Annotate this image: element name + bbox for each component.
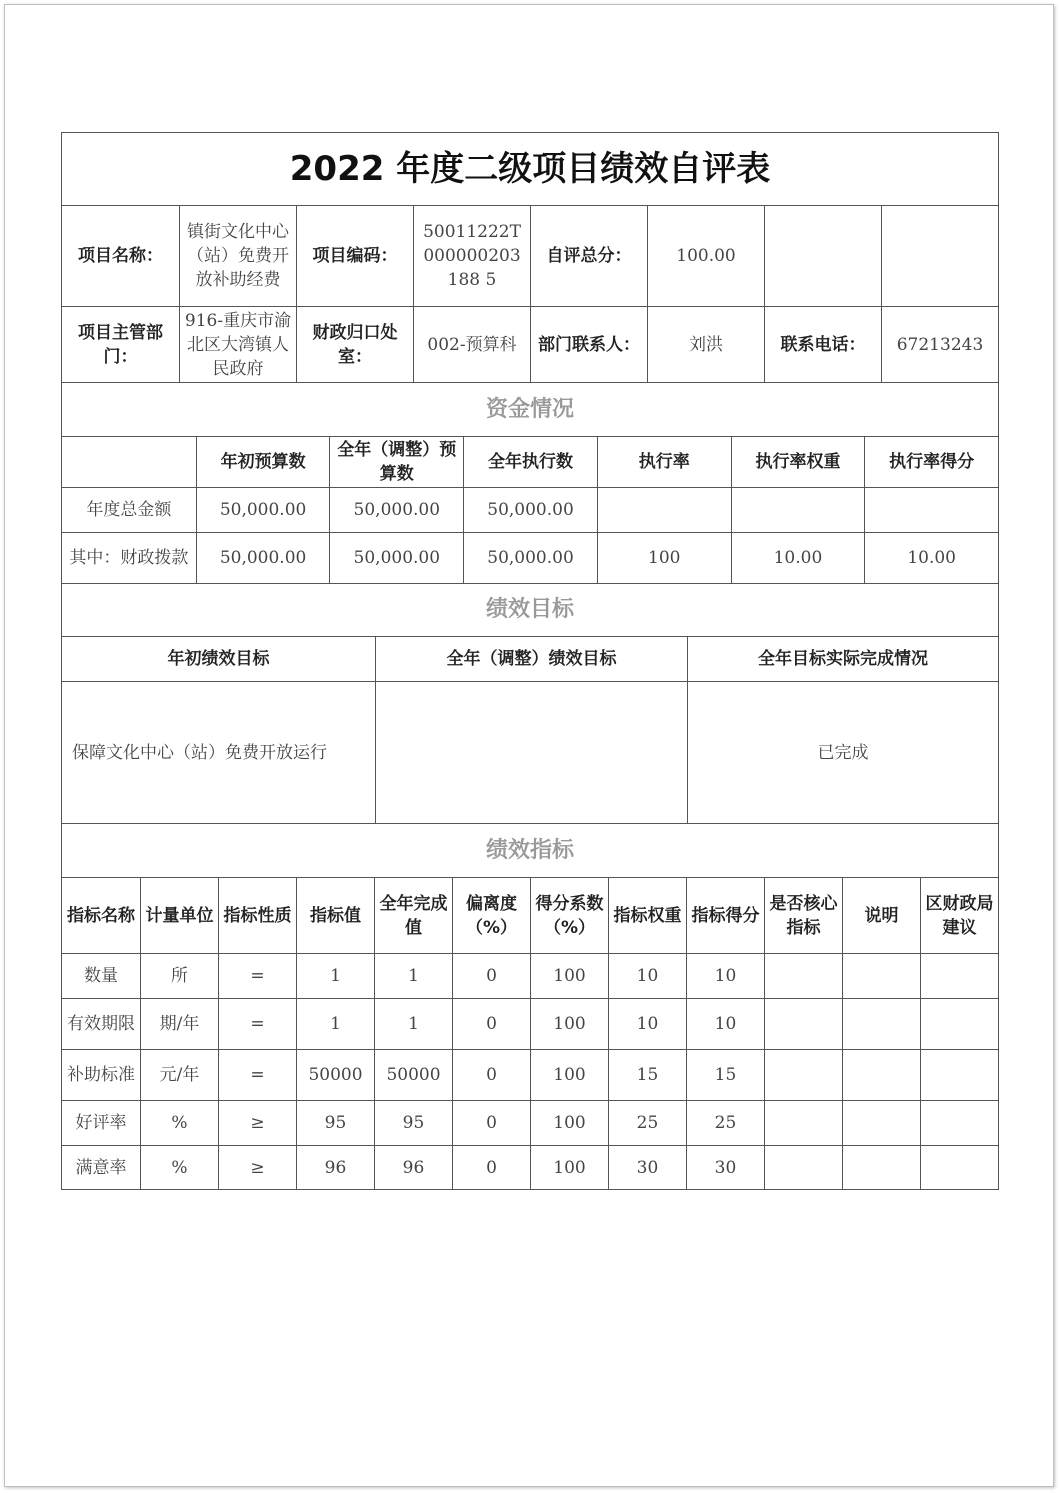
indicator-cell: 满意率 (75, 1157, 127, 1178)
indicator-cell: = (218, 954, 296, 998)
indicator-cell: % (140, 1101, 218, 1145)
goals-header: 全年目标实际完成情况 (687, 637, 998, 681)
dept-label: 项目主管部门： (78, 322, 163, 367)
indicators-section-title: 绩效指标 (485, 837, 574, 863)
indicator-cell: % (140, 1146, 218, 1189)
indicator-cell: 0 (452, 1146, 530, 1189)
indicator-row (61, 1049, 999, 1100)
indicator-cell: 95 (296, 1101, 374, 1145)
indicator-cell (920, 1101, 998, 1145)
funds-header: 执行率得分 (864, 437, 998, 487)
indicator-cell (920, 999, 998, 1049)
funds-header: 执行率 (597, 437, 731, 487)
indicator-row (61, 1145, 999, 1190)
funds-cell: 50,000.00 (463, 488, 597, 532)
indicator-cell: 0 (452, 1101, 530, 1145)
funds-cell: 50,000.00 (329, 488, 463, 532)
indicator-cell: 25 (608, 1101, 686, 1145)
dept-value: 916-重庆市渝北区大湾镇人民政府 (179, 307, 296, 382)
indicators-header: 指标名称 (67, 905, 135, 926)
indicators-header: 区财政局建议 (920, 878, 998, 953)
indicator-cell: 期/年 (140, 999, 218, 1049)
goals-section-title: 绩效目标 (485, 597, 574, 622)
goals-value-row (61, 681, 999, 823)
indicator-cell (842, 1146, 920, 1189)
indicator-cell: 30 (686, 1146, 764, 1189)
indicator-cell: 0 (452, 954, 530, 998)
indicator-cell: 元/年 (140, 1050, 218, 1100)
indicators-header: 得分系数（%） (530, 878, 608, 953)
indicator-cell: 数量 (84, 966, 118, 986)
indicators-header: 计量单位 (140, 878, 218, 953)
empty-cell (881, 206, 998, 306)
indicators-header: 偏离度（%） (452, 878, 530, 953)
indicator-cell (920, 1050, 998, 1100)
funds-cell: 50,000.00 (196, 533, 330, 583)
indicator-cell: 15 (686, 1050, 764, 1100)
indicators-header: 指标权重 (608, 878, 686, 953)
indicator-cell: 50000 (374, 1050, 452, 1100)
empty-cell (764, 206, 881, 306)
indicator-row (61, 998, 999, 1049)
indicator-cell: 补助标准 (67, 1065, 135, 1085)
contact-label: 部门联系人： (530, 307, 647, 382)
funds-cell: 50,000.00 (463, 533, 597, 583)
funds-header: 全年（调整）预算数 (329, 437, 463, 487)
indicator-cell: 30 (608, 1146, 686, 1189)
indicator-cell: 10 (686, 999, 764, 1049)
indicator-cell: 0 (452, 1050, 530, 1100)
indicator-cell: 100 (530, 1101, 608, 1145)
indicator-cell: = (218, 1050, 296, 1100)
indicator-cell: 100 (530, 1050, 608, 1100)
funds-cell: 50,000.00 (196, 488, 330, 532)
indicators-header-row (61, 877, 999, 953)
indicator-cell: 100 (530, 999, 608, 1049)
goals-actual-value: 已完成 (687, 682, 998, 823)
indicators-header: 指标值 (296, 878, 374, 953)
funds-cell (731, 488, 865, 532)
indicator-cell: 好评率 (75, 1113, 127, 1133)
funds-cell: 50,000.00 (329, 533, 463, 583)
goals-initial-value: 保障文化中心（站）免费开放运行 (72, 742, 327, 763)
funds-cell: 年度总金额 (86, 500, 172, 520)
indicator-cell (764, 1050, 842, 1100)
goals-section-header (61, 583, 999, 636)
indicator-cell: 0 (452, 999, 530, 1049)
indicator-row (61, 1100, 999, 1145)
indicator-cell (842, 999, 920, 1049)
indicator-cell: ≥ (218, 1101, 296, 1145)
funds-header (62, 437, 196, 487)
funds-cell: 其中：财政拨款 (69, 548, 189, 568)
funds-header: 年初预算数 (196, 437, 330, 487)
phone-label: 联系电话： (764, 307, 881, 382)
form-title: 2022 年度二级项目绩效自评表 (289, 149, 771, 189)
indicator-cell: 10 (608, 999, 686, 1049)
funds-cell (597, 488, 731, 532)
title-row (61, 132, 999, 205)
indicator-cell: 100 (530, 954, 608, 998)
indicator-cell (764, 1101, 842, 1145)
indicator-cell: 1 (374, 999, 452, 1049)
indicator-cell (920, 954, 998, 998)
indicator-cell (842, 1050, 920, 1100)
indicator-cell (764, 954, 842, 998)
indicator-cell: 96 (374, 1146, 452, 1189)
indicator-cell: 有效期限 (67, 1014, 135, 1034)
indicators-header: 全年完成值 (374, 878, 452, 953)
indicator-cell: 96 (296, 1146, 374, 1189)
goals-header: 年初绩效目标 (167, 649, 270, 669)
indicator-cell: ≥ (218, 1146, 296, 1189)
evaluation-form (61, 132, 999, 1190)
funds-cell (864, 488, 998, 532)
indicators-section-header (61, 823, 999, 877)
contact-value: 刘洪 (647, 307, 764, 382)
indicator-cell: 15 (608, 1050, 686, 1100)
indicator-cell (764, 999, 842, 1049)
score-label: 自评总分： (530, 206, 647, 306)
funds-cell: 10.00 (864, 533, 998, 583)
indicator-cell (920, 1146, 998, 1189)
indicator-cell: 10 (608, 954, 686, 998)
indicator-cell: = (218, 999, 296, 1049)
goals-adjusted-value (375, 682, 687, 823)
funds-row (61, 487, 999, 532)
indicator-cell: 1 (374, 954, 452, 998)
goals-header: 全年（调整）绩效目标 (375, 637, 687, 681)
indicators-header: 指标性质 (218, 878, 296, 953)
phone-value: 67213243 (881, 307, 998, 382)
project-info-row-1 (61, 205, 999, 306)
score-value: 100.00 (647, 206, 764, 306)
funds-section-header (61, 382, 999, 436)
office-value: 002-预算科 (413, 307, 530, 382)
indicator-cell: 50000 (296, 1050, 374, 1100)
indicator-cell: 10 (686, 954, 764, 998)
funds-section-title: 资金情况 (485, 396, 574, 422)
project-name-label: 项目名称： (78, 246, 163, 266)
funds-header: 执行率权重 (731, 437, 865, 487)
funds-cell: 10.00 (731, 533, 865, 583)
indicator-cell (842, 954, 920, 998)
funds-header: 全年执行数 (463, 437, 597, 487)
funds-row (61, 532, 999, 583)
indicator-cell: 1 (296, 954, 374, 998)
indicator-cell: 95 (374, 1101, 452, 1145)
office-label: 财政归口处室： (296, 307, 413, 382)
indicators-header: 说明 (842, 878, 920, 953)
project-code-value: 50011222T000000203188 5 (413, 206, 530, 306)
goals-header-row (61, 636, 999, 681)
funds-header-row (61, 436, 999, 487)
project-name-value: 镇街文化中心（站）免费开放补助经费 (179, 206, 296, 306)
indicators-header: 是否核心指标 (764, 878, 842, 953)
indicator-row (61, 953, 999, 998)
funds-cell: 100 (597, 533, 731, 583)
indicator-cell (764, 1146, 842, 1189)
project-info-row-2 (61, 306, 999, 382)
project-code-label: 项目编码： (296, 206, 413, 306)
indicator-cell (842, 1101, 920, 1145)
indicator-cell: 1 (296, 999, 374, 1049)
indicator-cell: 所 (140, 954, 218, 998)
indicator-cell: 25 (686, 1101, 764, 1145)
indicators-header: 指标得分 (686, 878, 764, 953)
indicator-cell: 100 (530, 1146, 608, 1189)
